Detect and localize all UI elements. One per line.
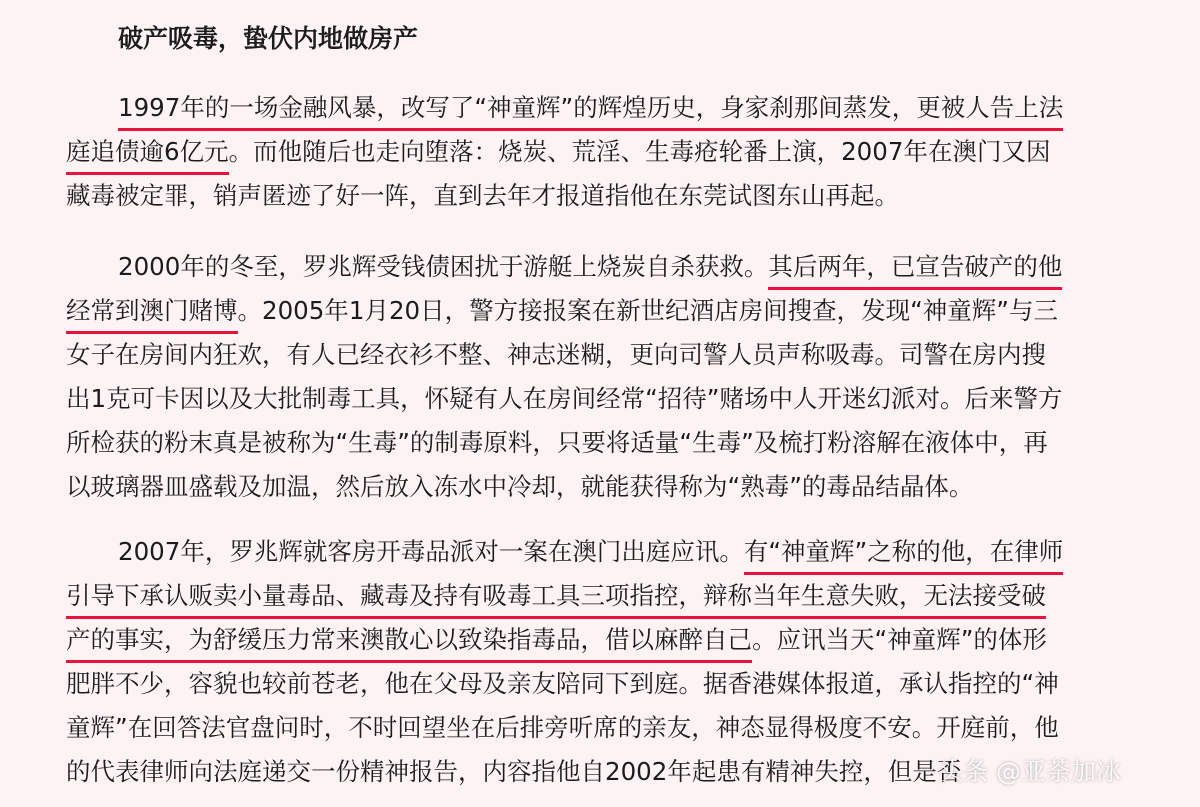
highlighted-text: 产的事实，为舒缓压力常来澳散心以致染指毒品，借以麻醉自己	[66, 625, 752, 663]
paragraph-2	[66, 245, 1062, 509]
highlighted-text: 1997年的一场金融风暴，改写了“神童辉”的辉煌历史，身家刹那间蒸发，更被人告上法	[118, 93, 1063, 131]
body-text: 2000年的冬至，罗兆辉受钱债困扰于游艇上烧炭自杀获救。	[118, 252, 769, 281]
body-text: 2007年，罗兆辉就客房开毒品派对一案在澳门出庭应讯。	[118, 537, 744, 566]
text-line	[66, 530, 1063, 574]
body-text: 以玻璃器皿盛载及加温，然后放入冻水中冷却，就能获得称为“熟毒”的毒品结晶体。	[66, 472, 974, 501]
body-text: 所检获的粉末真是被称为“生毒”的制毒原料，只要将适量“生毒”及梳打粉溶解在液体中，再	[66, 428, 1048, 457]
article-heading: 破产吸毒，蛰伏内地做房产	[118, 24, 419, 53]
body-text: 女子在房间内狂欢，有人已经衣衫不整、神志迷糊，更向司警人员声称吸毒。司警在房内搜	[66, 340, 1046, 369]
paragraph-3	[66, 530, 1063, 794]
text-line	[66, 662, 1063, 706]
highlighted-text: 庭追债逾6亿元	[66, 137, 229, 175]
body-text: 藏毒被定罪，销声匿迹了好一阵，直到去年才报道指他在东莞试图东山再起。	[66, 181, 899, 210]
paragraph-1	[66, 86, 1063, 218]
text-line	[66, 130, 1063, 174]
body-text: 。而他随后也走向堕落：烧炭、荒淫、生毒疮轮番上演，2007年在澳门又因	[228, 137, 1051, 166]
text-line	[66, 574, 1063, 618]
text-line	[66, 465, 1062, 509]
body-text: 的代表律师向法庭递交一份精神报告，内容指他自2002年起患有精神失控，但是否	[66, 757, 962, 786]
text-line	[66, 750, 1063, 794]
text-line	[66, 333, 1062, 377]
text-line	[66, 377, 1062, 421]
watermark-text: 头条 @亚荼加冰	[938, 757, 1121, 786]
body-text: 出1克可卡因以及大批制毒工具，怀疑有人在房间经常“招待”赌场中人开迷幻派对。后来警方	[66, 384, 1063, 413]
text-line	[66, 86, 1063, 130]
text-line	[66, 174, 1063, 218]
highlighted-text: 其后两年，已宣告破产的他	[768, 252, 1062, 290]
highlighted-text: 有“神童辉”之称的他，在律师	[744, 537, 1063, 575]
body-text: 。2005年1月20日，警方接报案在新世纪酒店房间搜查，发现“神童辉”与三	[237, 296, 1058, 325]
body-text: 童辉”在回答法官盘问时，不时回望坐在后排旁听席的亲友，神态显得极度不安。开庭前，他	[66, 713, 1059, 742]
text-line	[66, 289, 1062, 333]
body-text: 。应讯当天“神童辉”的体形	[752, 625, 1047, 654]
highlighted-text: 经常到澳门赌博	[66, 296, 238, 334]
text-line	[66, 421, 1062, 465]
text-line	[66, 245, 1062, 289]
body-text: 肥胖不少，容貌也较前苍老，他在父母及亲友陪同下到庭。据香港媒体报道，承认指控的“神	[66, 669, 1059, 698]
text-line	[66, 618, 1063, 662]
text-line	[66, 706, 1063, 750]
highlighted-text: 引导下承认贩卖小量毒品、藏毒及持有吸毒工具三项指控，辩称当年生意失败，无法接受破	[66, 581, 1046, 619]
